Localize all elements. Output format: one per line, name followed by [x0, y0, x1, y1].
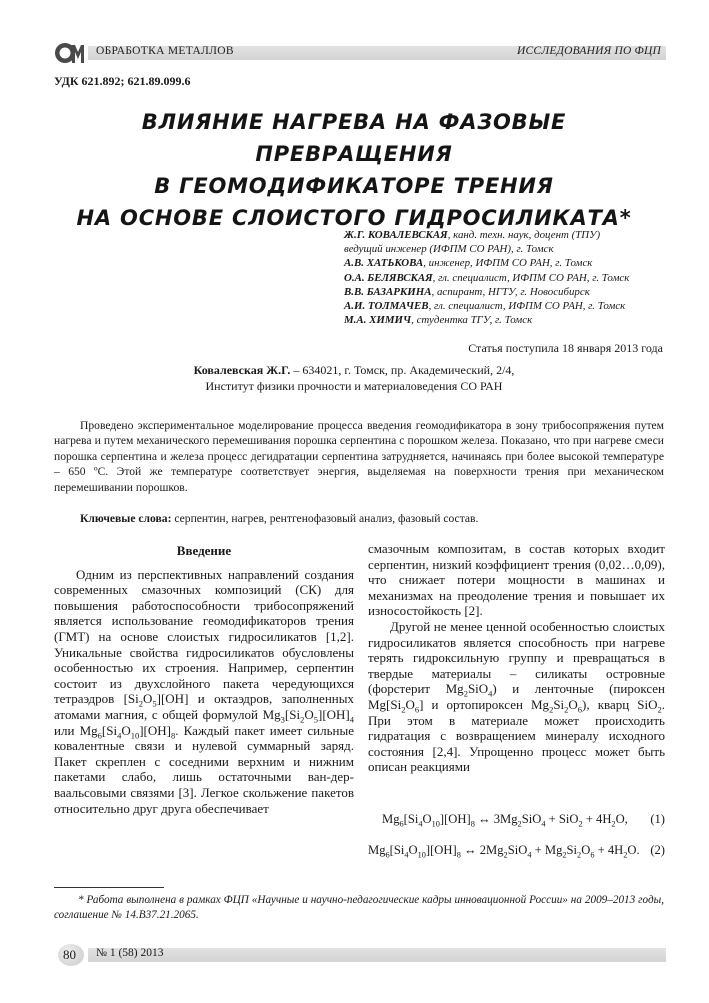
journal-name: ОБРАБОТКА МЕТАЛЛОВ [96, 45, 234, 57]
title-line-1: ВЛИЯНИЕ НАГРЕВА НА ФАЗОВЫЕ ПРЕВРАЩЕНИЯ [141, 110, 567, 166]
equation-1: $Mg_6[Si_4O_{10}][OH]_8$ ↔ $3Mg_2SiO_4 + SiO_2 + 4H_2O$, (1) [382, 812, 665, 829]
author-line: ведущий инженер (ИФПМ СО РАН), г. Томск [344, 243, 554, 256]
equation-number: (2) [650, 843, 665, 857]
journal-logo-icon [54, 40, 84, 66]
contact-institute: Институт физики прочности и материаловедения СО РАН [205, 378, 503, 393]
author-line: В.В. БАЗАРКИНА, аспирант, НГТУ, г. Новосибирск [344, 285, 590, 298]
keywords [80, 512, 478, 525]
equation-number: (1) [650, 812, 665, 826]
udk-code: УДК 621.892; 621.89.099.6 [54, 74, 191, 88]
author-list [344, 228, 629, 327]
keywords-text: серпентин, нагрев, рентгенофазовый анализ, фазовый состав. [171, 512, 479, 525]
author-line: О.А. БЕЛЯВСКАЯ, гл. специалист, ИФПМ СО РАН, г. Томск [344, 271, 630, 284]
section-heading: Введение [176, 543, 232, 558]
contact-name: Ковалевская Ж.Г. [193, 363, 291, 377]
issue-number: № 1 (58) 2013 [96, 947, 164, 959]
article-title [54, 106, 654, 234]
paragraph: Другой не менее ценной особенностью слоистых гидросиликатов является способность при нагреве терять гидроксильную группу и превращаться в твердые материалы – силикаты островные (форстерит $Mg_2SiO_4$) и ленточные (пироксен $Mg[Si_2O_6]$ и ортопироксен $Mg_2Si_2O_6$), кварц SiO$_2$. При этом в материале может происходить гидратация с возвращением минералу исходного состояния [2,4]. Упрощенно процесс может быть описан реакциями [368, 618, 665, 775]
footnote-divider [54, 887, 164, 888]
section-name: ИССЛЕДОВАНИЯ ПО ФЦП [516, 45, 661, 57]
keywords-label: Ключевые слова: [80, 512, 172, 525]
footer-bar [88, 948, 666, 962]
received-date: Статья поступила 18 января 2013 года [468, 341, 663, 355]
author-line: Ж.Г. КОВАЛЕВСКАЯ, канд. техн. наук, доцент (ТПУ) [344, 229, 601, 241]
left-column [54, 541, 354, 816]
abstract: Проведено экспериментальное моделирование процесса введения геомодификатора в зону трибосопряжения путем нагрева и путем механического перемешивания порошка серпентина с порошком железа. Показано, что при нагреве смеси порошка серпентина и железа процесс дегидратации серпентина затрудняется, начинаясь при более высокой температуре – 650 ºС. Этой же температуре соответствует энергия, выделяемая на поверхности трения при механическом перемешивании порошков. [54, 419, 664, 494]
author-line: А.В. ХАТЬКОВА, инженер, ИФПМ СО РАН, г. Томск [344, 257, 593, 270]
right-column [368, 541, 665, 775]
title-line-2: В ГЕОМОДИФИКАТОРЕ ТРЕНИЯ [154, 174, 554, 198]
contact-info [54, 363, 654, 394]
footnote: * Работа выполнена в рамках ФЦП «Научные и научно-педагогические кадры инновационной России» на 2009–2013 годы, соглашение № 14.В37.21.2065. [54, 894, 664, 921]
contact-address: – 634021, г. Томск, пр. Академический, 2/4, [290, 363, 515, 377]
page-number: 80 [63, 947, 76, 962]
author-line: А.И. ТОЛМАЧЕВ, гл. специалист, ИФПМ СО РАН, г. Томск [344, 300, 626, 313]
paragraph: Одним из перспективных направлений создания современных смазочных композиций (СК) для повышения работоспособности трибосопряжений является использование геомодификаторов трения (ГМТ) на основе слоистых гидросиликатов [1,2]. Уникальные свойства гидросиликатов обусловлены особенностью их строения. Например, серпентин состоит из двухслойного пакета чередующихся тетраэдров $[Si_2O_5][OH]$ и октаэдров, заполненных атомами магния, с общей формулой $Mg_3[Si_2O_5][OH]_4$ или $Mg_6[Si_4O_{10}][OH]_8$. Каждый пакет имеет сильные ковалентные связи и нулевой суммарный заряд. Пакет скреплен с соседними верхним и нижним пакетами слабо, лишь остаточными ван-дер-ваальсовыми связями [3]. Легкое скольжение пакетов относительно друг друга обеспечивает [54, 566, 354, 816]
equation-2: $Mg_6[Si_4O_{10}][OH]_8$ ↔ $2Mg_2SiO_4 + Mg_2Si_2O_6 + 4H_2O$. (2) [368, 843, 665, 860]
title-line-3: НА ОСНОВЕ СЛОИСТОГО ГИДРОСИЛИКАТА* [76, 206, 632, 230]
author-line: М.А. ХИМИЧ, студентка ТГУ, г. Томск [344, 314, 533, 327]
paragraph: смазочным композитам, в состав которых входит серпентин, низкий коэффициент трения (0,02…0,09), что снижает потери мощности в машинах и механизмах на преодоление трения и повышает их износостойкость [2]. [368, 541, 665, 619]
